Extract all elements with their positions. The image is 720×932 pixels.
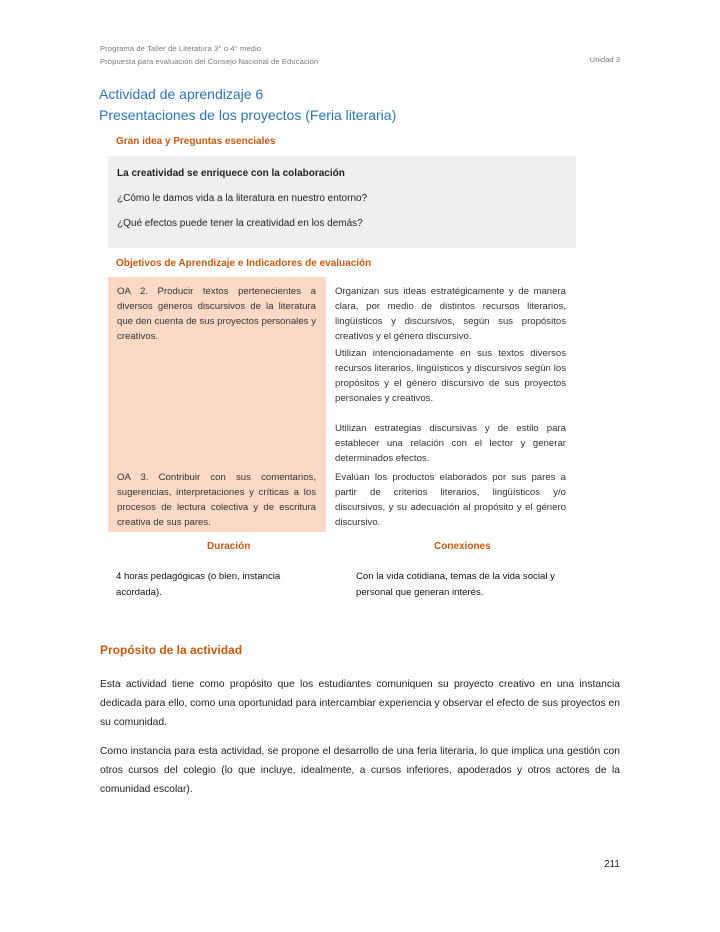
duration-heading: Duración [207, 541, 251, 552]
purpose-paragraph-1: Esta actividad tiene como propósito que los estudiantes comuniquen su proyecto creativo en una instancia dedicada para ello, como una oportunidad para intercambiar experiencia y observar el efecto de sus proyectos en su comunidad. [100, 679, 620, 728]
purpose-title: Propósito de la actividad [100, 643, 243, 657]
essential-question-2: ¿Qué efectos puede tener la creatividad en los demás? [117, 218, 363, 229]
duration-text: 4 horas pedagógicas (o bien, instancia acordada). [116, 571, 281, 598]
oa2-indicator-1: Organizan sus ideas estratégicamente y de manera clara, por medio de distintos recursos literarios, lingüísticos y discursivos, según sus propósitos creativos y el género discursivo. [335, 286, 566, 342]
oa2-indicator-2: Utilizan intencionadamente en sus textos diversos recursos literarios, lingüísticos y discursivos según los propósitos y el género discursivo de sus proyectos personales y creativos. [335, 348, 566, 404]
activity-title: Actividad de aprendizaje 6 [99, 86, 264, 102]
oa2-indicator-3: Utilizan estrategias discursivas y de estilo para establecer una relación con el lector y generar determinados efectos. [335, 423, 566, 464]
essential-question-1: ¿Cómo le damos vida a la literatura en nuestro entorno? [117, 193, 368, 204]
connections-heading: Conexiones [434, 541, 491, 552]
activity-subtitle: Presentaciones de los proyectos (Feria literaria) [99, 107, 397, 123]
document-header [100, 42, 318, 68]
big-idea-statement: La creatividad se enriquece con la colaboración [117, 168, 345, 179]
oa3-indicator-1: Evalúan los productos elaborados por sus pares a partir de criterios literarios, lingüísticos y/o discursivos, y su adecuación al propósito y el género discursivo. [335, 472, 566, 528]
oa3-objective: OA 3. Contribuir con sus comentarios, sugerencias, interpretaciones y críticas a los procesos de lectura colectiva y de escritura creativa de sus pares. [117, 472, 316, 528]
connections-text: Con la vida cotidiana, temas de la vida social y personal que generan interés. [356, 571, 555, 598]
objectives-heading: Objetivos de Aprendizaje e Indicadores de evaluación [116, 258, 372, 269]
purpose-paragraph-2: Como instancia para esta actividad, se propone el desarrollo de una feria literaria, lo que implica una gestión con otros cursos del colegio (lo que incluye, idealmente, a cursos inferiores, apoderados y otros actores de la comunidad escolar). [100, 746, 620, 795]
oa2-objective: OA 2. Producir textos pertenecientes a diversos géneros discursivos de la literatura que den cuenta de sus proyectos personales y creativos. [117, 286, 316, 342]
page-number: 211 [604, 859, 620, 870]
big-idea-box [108, 156, 576, 248]
big-idea-heading: Gran idea y Preguntas esenciales [116, 136, 276, 147]
header-program: Programa de Taller de Literatura 3° o 4° medio [100, 44, 262, 53]
header-unit: Unidad 3 [589, 55, 620, 64]
header-proposal: Propuesta para evaluación del Consejo Nacional de Educación [100, 57, 319, 66]
